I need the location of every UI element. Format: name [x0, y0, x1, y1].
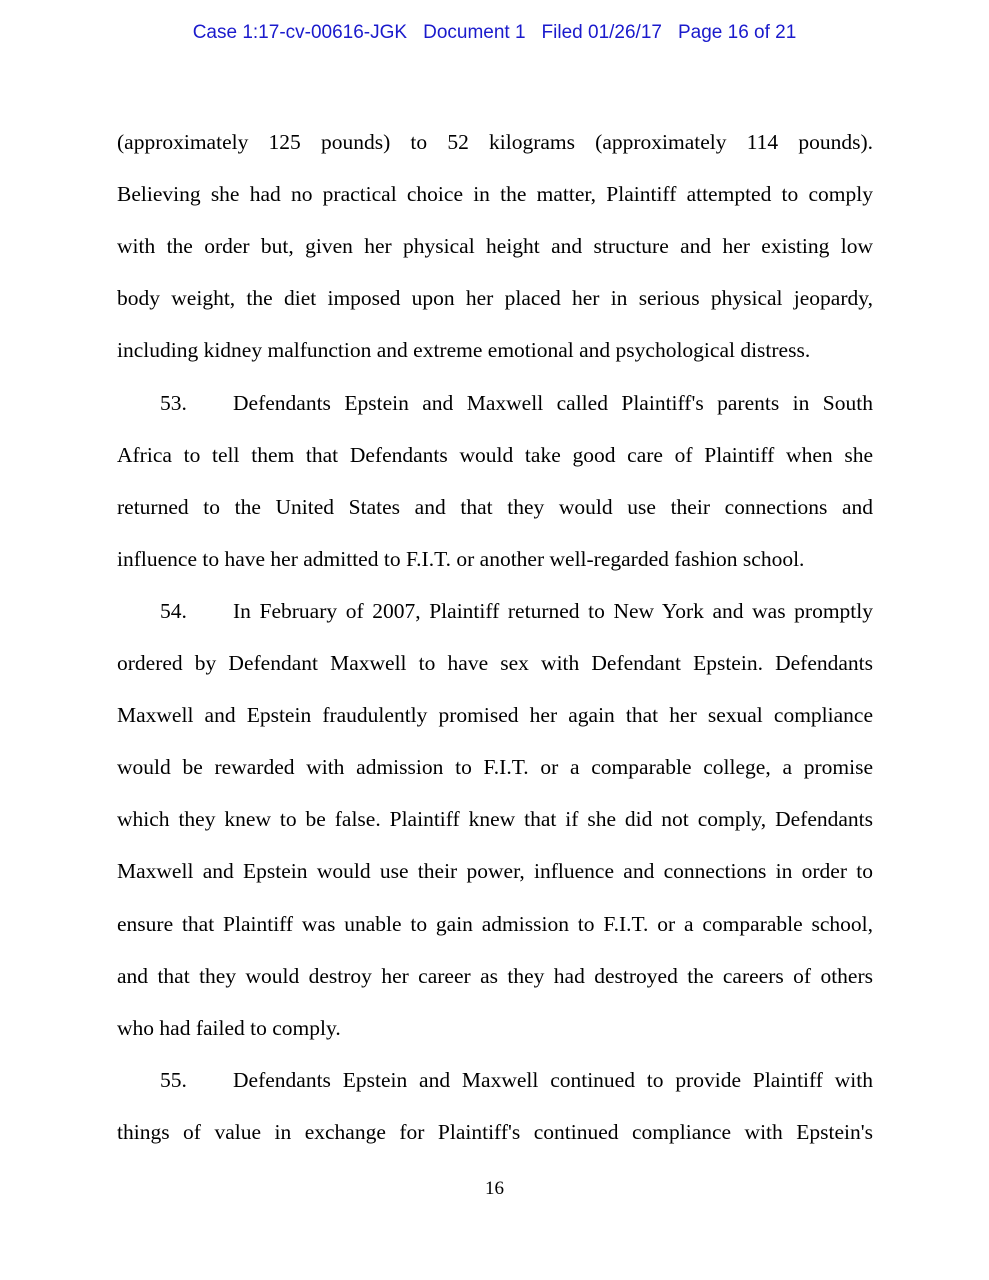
- page-count: Page 16 of 21: [677, 22, 797, 43]
- paragraph-text: Defendants Epstein and Maxwell continued to provide Plaintiff with: [233, 1068, 873, 1092]
- filed-date: Filed 01/26/17: [541, 22, 662, 43]
- text-line: body weight, the diet imposed upon her placed her in serious physical jeopardy,: [117, 286, 873, 310]
- text-line: Africa to tell them that Defendants would take good care of Plaintiff when she: [117, 443, 873, 467]
- text-line: who had failed to comply.: [117, 1016, 341, 1040]
- document-number: Document 1: [423, 22, 526, 43]
- page-number: 16: [485, 1178, 504, 1199]
- text-line: Believing she had no practical choice in the matter, Plaintiff attempted to comply: [117, 182, 873, 206]
- text-line: returned to the United States and that they would use their connections and: [117, 495, 873, 519]
- text-line: ordered by Defendant Maxwell to have sex with Defendant Epstein. Defendants: [117, 651, 873, 675]
- text-line: including kidney malfunction and extreme emotional and psychological distress.: [117, 338, 811, 362]
- paragraph-number: 53.: [160, 391, 187, 415]
- text-line: and that they would destroy her career as they had destroyed the careers of others: [117, 964, 873, 988]
- paragraph-line: [117, 1067, 873, 1093]
- case-header: [0, 22, 989, 44]
- text-line: with the order but, given her physical height and structure and her existing low: [117, 234, 873, 258]
- paragraph-line: [117, 598, 873, 624]
- text-line: things of value in exchange for Plaintiff's continued compliance with Epstein's: [117, 1120, 873, 1144]
- paragraph-number: 54.: [160, 599, 187, 623]
- text-line: Maxwell and Epstein would use their power, influence and connections in order to: [117, 859, 873, 883]
- text-line: influence to have her admitted to F.I.T. or another well-regarded fashion school.: [117, 547, 805, 571]
- text-line: which they knew to be false. Plaintiff knew that if she did not comply, Defendants: [117, 807, 873, 831]
- text-line: ensure that Plaintiff was unable to gain admission to F.I.T. or a comparable school,: [117, 912, 873, 936]
- text-line: would be rewarded with admission to F.I.T. or a comparable college, a promise: [117, 755, 873, 779]
- paragraph-text: In February of 2007, Plaintiff returned to New York and was promptly: [233, 599, 873, 623]
- paragraph-text: Defendants Epstein and Maxwell called Plaintiff's parents in South: [233, 391, 873, 415]
- text-line: Maxwell and Epstein fraudulently promised her again that her sexual compliance: [117, 703, 873, 727]
- case-number: Case 1:17-cv-00616-JGK: [192, 22, 408, 43]
- text-line: (approximately 125 pounds) to 52 kilograms (approximately 114 pounds).: [117, 130, 873, 154]
- paragraph-line: [117, 390, 873, 416]
- paragraph-number: 55.: [160, 1068, 187, 1092]
